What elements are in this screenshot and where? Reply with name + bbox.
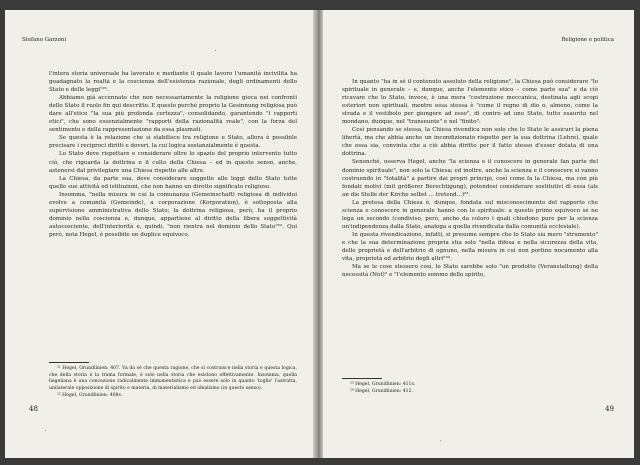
footnote: ²² Hegel, Grundlinien: 408s. (57, 392, 123, 398)
paragraph: In questa rivendicazione, infatti, si presume sempre che lo Stato sia mero "strumento" e che la sua determinazione propria stia solo "nella difesa e nella sicurezza della vita, delle proprietà e dell'arbitrio di ognuno, nella misura in cui non portino nocumento alla vita, proprietà ed arbitrio degli altri"²⁴. (342, 231, 598, 263)
book-gutter (313, 10, 323, 458)
footnote: ²⁴ Hegel, Grundlinien: 412. (350, 388, 413, 394)
left-page (5, 10, 317, 458)
paragraph: Così pensando se stessa, la Chiesa rivendica non solo che lo Stato le assicuri la piena libertà, ma che abbia anche un incondizionato rispetto per la sua dottrina (Lehre), quale che essa sia, convinta che a ciò abbia diritto per il fatto stesso d'esser dotata di una dottrina. (342, 127, 598, 158)
running-head-author: Stefano Garzoni (22, 37, 67, 43)
page-number: 48 (29, 405, 38, 413)
right-footnotes (342, 382, 542, 395)
running-head-title: Religione e politica (561, 37, 614, 43)
paragraph: Ma se le cose stessero così, lo Stato sarebbe solo "un prodotto (Veranstaltung) della necessità (Not)" e "l'elemento sommo dello spirito, (342, 264, 598, 279)
footnote: ²³ Hegel, Grundlinien: 411s. (350, 382, 416, 387)
paragraph: l'intera storia universale ha lavorato e mediante il quale lavoro l'umanità incivilita ha guadagnato la realtà e la coscienza dell'esistenza razionale, degli ordinamenti dello Stato e delle leggi"²¹. (49, 71, 297, 94)
paragraph: Se questa è la relazione che si stabilisce tra religione e Stato, allora è possibile precisare i reciproci diritti e doveri, la cui logica sostanzialmente è questa. (49, 135, 297, 150)
paragraph: In quanto "ha in sé il contenuto assoluto della religione", la Chiesa può considerare "lo spirituale in generale – e, dunque, anche l'elemento etico – come parte sua" e da ciò ricavare che lo Stato, invece, è una mera "costruzione meccanica, destinata agli scopi esteriori non spirituali, mentre essa stessa è "come il regno di dio o, almeno, come la strada e il vestibolo per giungere ad esso", di contro ad uno Stato, tutto esaurito nel mondano, dunque, nel "transeunte" e nel "finito". (342, 79, 598, 126)
footnote-separator (49, 362, 89, 363)
paper-speck (215, 50, 216, 51)
paragraph: Insomma, "nella misura in cui la comunanza (Gemeinschaft) religiosa di individui evolve a comunità (Gemeinde), a corporazione (Korporation), è sottoposta alla supervisione amministrativa dello Stato; la dottrina religiosa, però, ha il proprio dominio nella coscienza e, dunque, appartiene al diritto della libera soggettività autocosciente, dell'interiorità e, quindi, "non rientra nel dominio dello Stato"²². Qui però, nota Hegel, è possibile un duplice equivoco. (49, 191, 297, 238)
paragraph: Senonché, osserva Hegel, anche "la scienza e il conoscere in generale fan parte del dominio spirituale", non solo la Chiesa; ed inoltre, anche la scienza e il conoscere si vanno costruendo in "totalità" a partire dai propri principi, così come fa la Chiesa, ma con più fondati motivi (mit größerer Berechtigung), potendosi considerare sostitutivi di essa (als an die Stelle der Kirche selbst ... tretend...)²³. (342, 159, 598, 198)
paragraph: La Chiesa, da parte sua, deve considerare soggette alle leggi dello Stato tutte quelle sue attività ed istituzioni, che non hanno un diretto significato religioso. (49, 175, 297, 190)
footnote: ²¹ Hegel, Grundlinien: 407. Va da sé che questa ragione, che si costruisce nella storia e questa logica, che della storia è la trama formale, è solo nella storia che esistono effettivamente. Insomma, quella hegeliana è una concezione radicalmente immanentistica e può essere solo in quanto 'toglie' l'astratta, unilaterale opposizione di spirito e materia, di materialismo ed idealismo (in questo senso). (49, 366, 297, 392)
right-page-body (342, 78, 598, 279)
left-footnotes (49, 366, 297, 400)
paragraph: Abbiamo già accennato che non necessariamente la religione gioca nei confronti dello Stato il ruolo fin qui descritto. E questo perché proprio la Gesinnung religiosa può dare all'etico "la sua più profonda certezza", consolidando, garantendo "i rapporti etici", che sono essenzialmente "rapporti della razionalità reale", con la forza del sentimento e della rappresentazione da essa plasmati. (49, 95, 297, 134)
page-number: 49 (605, 405, 614, 413)
right-page (320, 10, 634, 458)
paper-speck (440, 440, 441, 441)
footnote-separator (342, 378, 382, 379)
paragraph: La pretesa della Chiesa è, dunque, fondata sul misconoscimento del rapporto che scienza e conoscere in generale hanno con lo spirituale: a questo primo equivoco se ne lega un secondo (condiviso, però, anche da coloro i quali chiedono pure per la scienza un'indipendenza dalla Stato, analoga a quella rivendicata dalla comunità ecclesiale). (342, 199, 598, 230)
left-page-body (49, 70, 297, 239)
paper-speck (45, 430, 46, 431)
paragraph: Lo Stato deve rispettare e considerare oltre lo spazio del proprio intervento tutto ciò, che riguarda la dottrina e il culto della Chiesa – ed in questo senso, anche, astenersi dal privilegiare una Chiesa rispetto alle altre. (49, 151, 297, 174)
